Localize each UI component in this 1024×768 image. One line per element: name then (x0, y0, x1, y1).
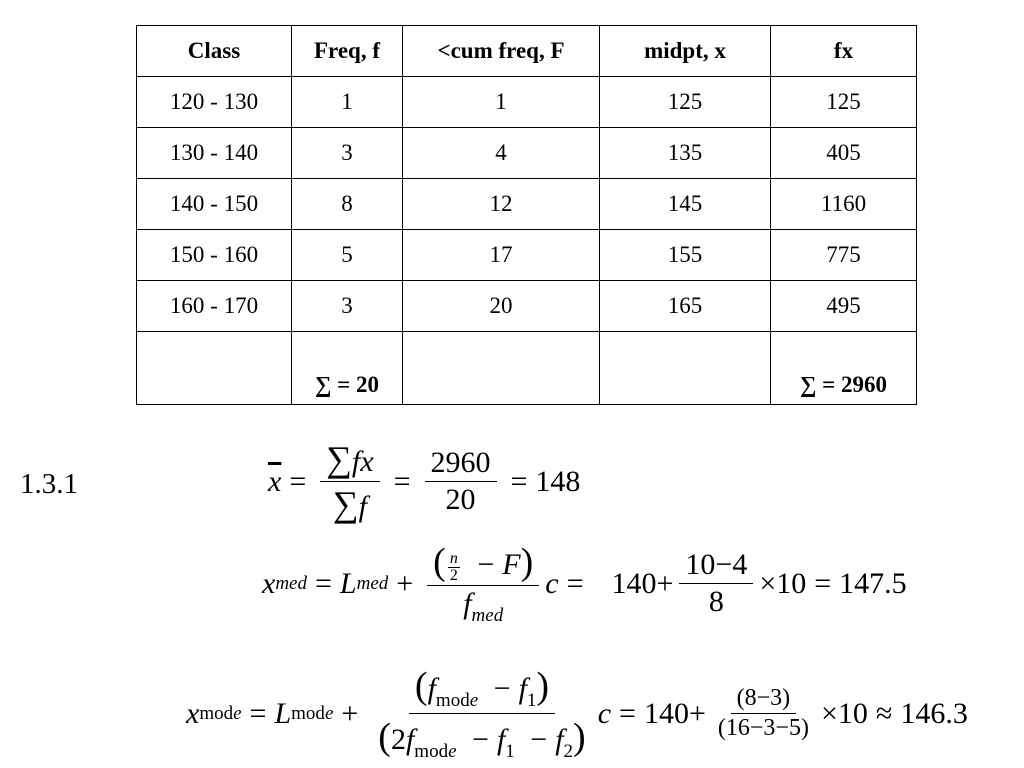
mode-lhs: x (186, 696, 200, 730)
median-lhs: x (262, 566, 276, 600)
table-cell-empty (600, 332, 771, 405)
median-value-num: 10−4 (679, 548, 753, 584)
header-cum-freq: <cum freq, F (403, 26, 600, 77)
median-equation: x med = L med + ( $\frac{n}{2}$ − F) $f_{med}$ c = 140 + $\frac{10-4}{8}$ ×10 = 147.5 (262, 541, 907, 626)
table-cell-empty (137, 332, 292, 405)
table-cell: 1 (292, 77, 403, 128)
table-cell: 125 (771, 77, 917, 128)
table-header-row (137, 26, 917, 77)
mode-f-top: f (427, 672, 436, 705)
section-number: 1.3.1 (20, 468, 78, 500)
table-cell: 5 (292, 230, 403, 281)
table-cell: 12 (403, 179, 600, 230)
mean-formula-fraction: $\frac{\sum fx}{\sum f}$ (320, 438, 379, 525)
median-L-sub: med (356, 572, 389, 594)
header-fx: fx (771, 26, 917, 77)
median-two: 2 (449, 566, 458, 584)
table-row (137, 281, 917, 332)
table-cell: 160 - 170 (137, 281, 292, 332)
table-cell: 130 - 140 (137, 128, 292, 179)
mean-result: 148 (535, 464, 581, 498)
median-value-fraction (679, 548, 753, 619)
table-cell: 135 (600, 128, 771, 179)
mode-equation: x mode = L mode + $\frac{(f_{mode} - f_1)}{(2f_{mode} - f_1 - f_2)}$ c = 140 + $\frac{(8-3)}{(16-3-5)}$ ×10 ≈ 146.3 (186, 665, 968, 762)
sum-fx: ∑ = 2960 (771, 332, 917, 405)
table-cell: 3 (292, 281, 403, 332)
table-cell: 17 (403, 230, 600, 281)
median-base: 140 (611, 566, 657, 600)
mean-equation: $\overline{x}$ = $\frac{\sum fx}{\sum f}$ = $\frac{2960}{20}$ = 148 (268, 439, 581, 524)
mode-multiplier: ×10 (820, 696, 868, 730)
mean-value-den: 20 (445, 483, 476, 516)
mean-value-num: 2960 (425, 446, 497, 482)
mode-f-bottom-sub-b: e (448, 741, 457, 762)
mean-symbol: $\overline{x}$ (268, 464, 282, 498)
header-freq: Freq, f (292, 26, 403, 77)
median-c: c (545, 566, 559, 600)
table-cell: 1 (403, 77, 600, 128)
median-lhs-sub: med (275, 572, 307, 594)
frequency-table (136, 25, 917, 405)
mode-c: c (597, 696, 612, 730)
mode-f2-sub: 2 (563, 741, 574, 762)
mode-result: 146.3 (900, 696, 968, 730)
table-cell-empty (403, 332, 600, 405)
header-class: Class (137, 26, 292, 77)
table-cell: 4 (403, 128, 600, 179)
table-cell: 165 (600, 281, 771, 332)
table-row (137, 128, 917, 179)
header-midpoint: midpt, x (600, 26, 771, 77)
table-sum-row (137, 332, 917, 405)
sum-freq: ∑ = 20 (292, 332, 403, 405)
mode-f-bottom-sub-a: mod (414, 741, 449, 762)
mode-f-bottom: f (405, 723, 415, 756)
table-row (137, 77, 917, 128)
mode-value-den: (16−3−5) (717, 715, 809, 741)
mode-f1-sub-top: 1 (526, 690, 537, 711)
mode-approx: ≈ (875, 696, 893, 730)
median-formula-fraction: ( $\frac{n}{2}$ − F) $f_{med}$ (427, 540, 539, 627)
mode-base: 140 (643, 696, 689, 730)
mode-L-sub-b: e (324, 702, 334, 724)
mean-value-fraction (425, 446, 497, 517)
mode-value-fraction (712, 685, 815, 742)
mode-value-num: (8−3) (731, 685, 797, 714)
table-cell: 775 (771, 230, 917, 281)
median-result: 147.5 (839, 566, 907, 600)
median-multiplier: ×10 (759, 566, 807, 600)
table-cell: 140 - 150 (137, 179, 292, 230)
median-L: L (339, 566, 357, 600)
median-value-den: 8 (708, 585, 724, 618)
mean-formula-den: f (358, 490, 367, 523)
mode-f2-bottom: f (555, 723, 564, 756)
mode-f1-bottom: f (496, 723, 506, 756)
median-f: f (463, 587, 472, 620)
median-n: n (449, 549, 458, 567)
median-F: F (502, 548, 521, 581)
table-cell: 125 (600, 77, 771, 128)
median-f-sub: med (471, 605, 504, 626)
table-cell: 1160 (771, 179, 917, 230)
mode-formula-fraction: $\frac{(f_{mode} - f_1)}{(2f_{mode} - f_1 - f_2)}$ (378, 665, 586, 762)
table-cell: 8 (292, 179, 403, 230)
mode-sub-b: e (233, 702, 242, 724)
table-cell: 150 - 160 (137, 230, 292, 281)
table-row (137, 230, 917, 281)
table-cell: 120 - 130 (137, 77, 292, 128)
mode-f1-sub-bottom: 1 (505, 741, 515, 762)
mode-f1-top: f (518, 672, 527, 705)
table-cell: 145 (600, 179, 771, 230)
mode-f-top-sub-a: mod (435, 690, 470, 711)
table-row (137, 179, 917, 230)
mode-sub-a: mod (199, 702, 234, 724)
mode-L-sub-a: mod (291, 702, 325, 724)
table-cell: 155 (600, 230, 771, 281)
mode-f-top-sub-b: e (469, 690, 479, 711)
table-cell: 495 (771, 281, 917, 332)
table-cell: 20 (403, 281, 600, 332)
mode-L: L (274, 696, 292, 730)
table-cell: 405 (771, 128, 917, 179)
table-cell: 3 (292, 128, 403, 179)
mean-formula-num: fx (351, 445, 374, 478)
